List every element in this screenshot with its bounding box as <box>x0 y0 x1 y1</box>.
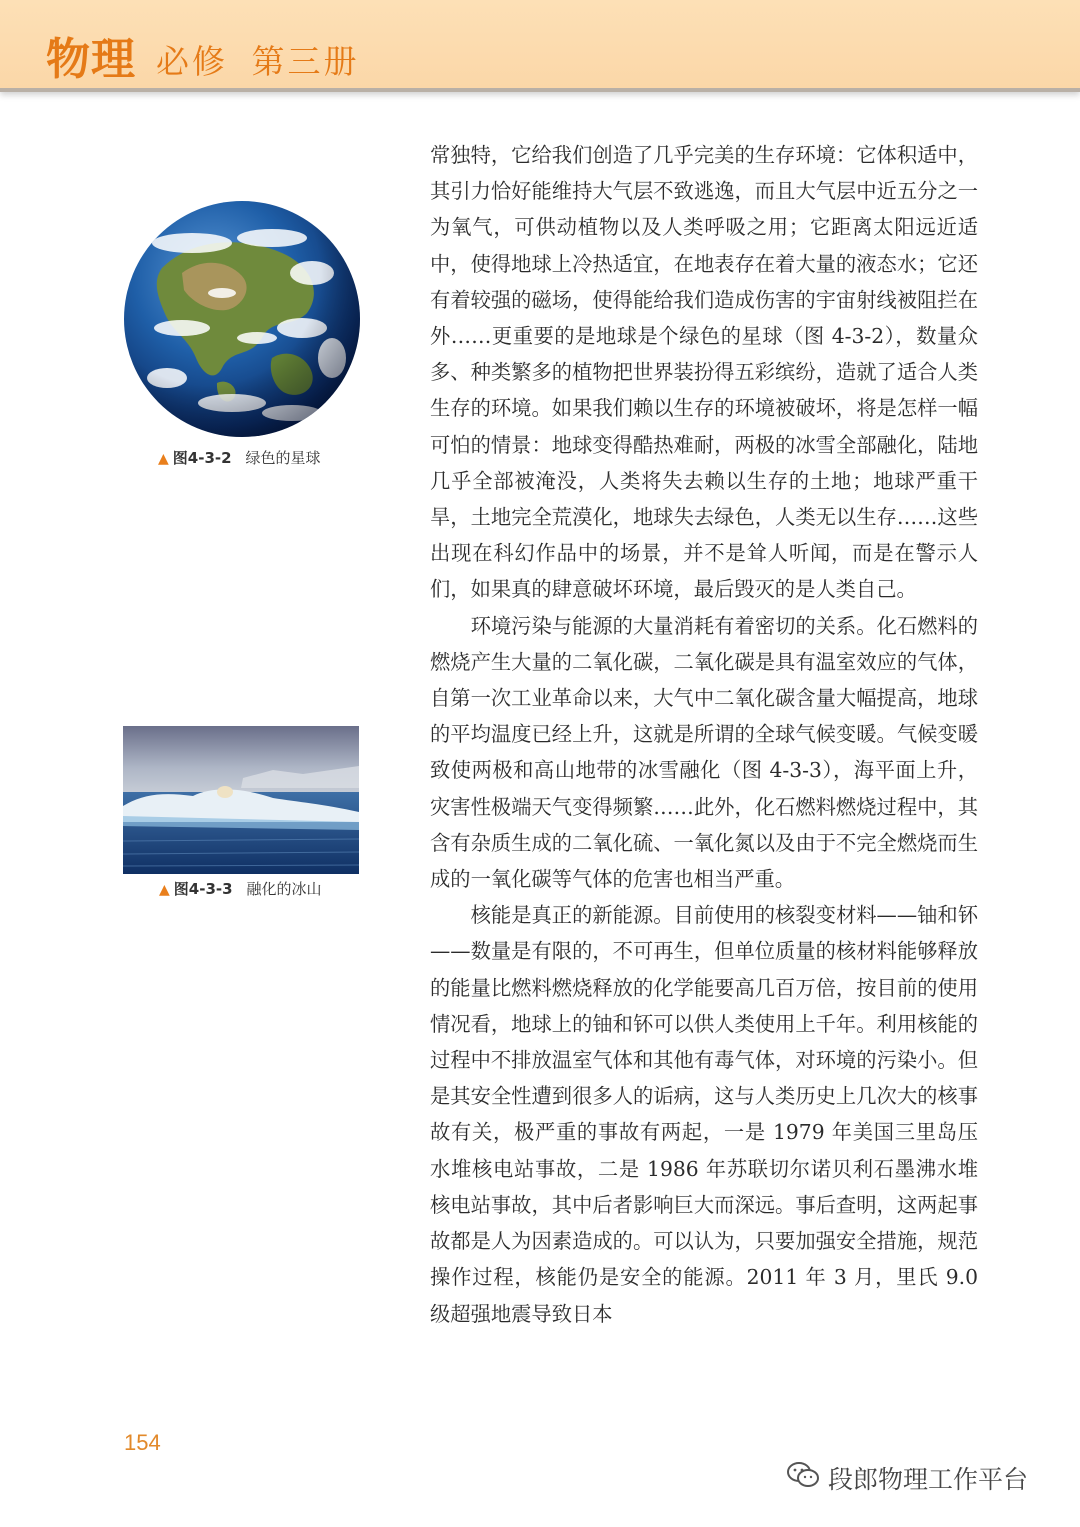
paragraph: 核能是真正的新能源。目前使用的核裂变材料——铀和钚——数量是有限的，不可再生，但单位质量的核材料能够释放的能量比燃料燃烧释放的化学能要高几百万倍，按目前的使用情况看，地球上的铀和钚可以供人类使用上千年。利用核能的过程中不排放温室气体和其他有毒气体，对环境的污染小。但是其安全性遭到很多人的诟病，这与人类历史上几次大的核事故有关，极严重的事故有两起，一是 1979 年美国三里岛压水堆核电站事故，二是 1986 年苏联切尔诺贝利石墨沸水堆核电站事故，其中后者影响巨大而深远。事后查明，这两起事故都是人为因素造成的。可以认为，只要加强安全措施，规范操作过程，核能仍是安全的能源。2011 年 3 月，里氏 9.0 级超强地震导致日本 <box>430 903 978 1326</box>
triangle-icon: ▲ <box>158 451 169 467</box>
figure-caption <box>159 879 322 900</box>
figure-number: 图4-3-2 <box>172 449 232 467</box>
figure-caption-text: 绿色的星球 <box>245 449 321 467</box>
watermark <box>786 1460 1028 1496</box>
body-text <box>430 137 978 1332</box>
page-header <box>0 0 1080 92</box>
triangle-icon: ▲ <box>159 882 170 898</box>
paragraph: 常独特，它给我们创造了几乎完美的生存环境：它体积适中，其引力恰好能维持大气层不致逃逸，而且大气层中近五分之一为氧气，可供动植物以及人类呼吸之用；它距离太阳远近适中，使得地球上冷热适宜，在地表存在着大量的液态水；它还有着较强的磁场，使得能给我们造成伤害的宇宙射线被阻拦在外……更重要的是地球是个绿色的星球（图 4-3-2），数量众多、种类繁多的植物把世界装扮得五彩缤纷，造就了适合人类生存的环境。如果我们赖以生存的环境被破坏，将是怎样一幅可怕的情景：地球变得酷热难耐，两极的冰雪全部融化，陆地几乎全部被淹没，人类将失去赖以生存的土地；地球严重干旱，土地完全荒漠化，地球失去绿色，人类无以生存……这些出现在科幻作品中的场景，并不是耸人听闻，而是在警示人们，如果真的肆意破坏环境，最后毁灭的是人类自己。 <box>430 143 978 602</box>
figure-number: 图4-3-3 <box>173 880 233 898</box>
figure-caption-text: 融化的冰山 <box>246 880 322 898</box>
figure-caption <box>158 448 321 469</box>
watermark-text: 段郎物理工作平台 <box>828 1465 1029 1494</box>
book-title: 必修 第三册 <box>156 42 360 81</box>
earth-photo <box>122 198 362 440</box>
melting-iceberg-photo <box>123 726 359 874</box>
page-number: 154 <box>124 1430 161 1455</box>
wechat-icon <box>786 1461 820 1495</box>
paragraph: 环境污染与能源的大量消耗有着密切的关系。化石燃料的燃烧产生大量的二氧化碳，二氧化碳是具有温室效应的气体，自第一次工业革命以来，大气中二氧化碳含量大幅提高，地球的平均温度已经上升，这就是所谓的全球气候变暖。气候变暖致使两极和高山地带的冰雪融化（图 4-3-3），海平面上升，灾害性极端天气变得频繁……此外，化石燃料燃烧过程中，其含有杂质生成的二氧化硫、一氧化氮以及由于不完全燃烧而生成的一氧化碳等气体的危害也相当严重。 <box>430 613 978 892</box>
subject-title: 物理 <box>46 34 136 85</box>
